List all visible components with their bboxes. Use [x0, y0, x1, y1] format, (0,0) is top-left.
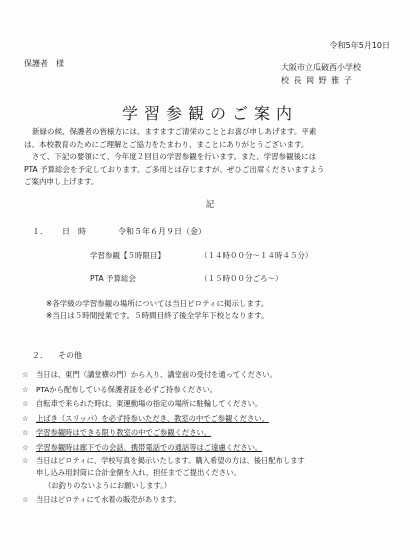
- section1-number: １．: [32, 227, 48, 236]
- section2-label: その他: [58, 351, 82, 360]
- list-item: [22, 368, 412, 383]
- section1-date: 令和５年６月９日（金）: [118, 227, 206, 236]
- sender-principal: 校 長 岡 野 雅 子: [281, 76, 353, 85]
- intro-paragraph: [24, 126, 404, 189]
- list-item-continuation: （お釣りのないようにお願いします。）: [44, 481, 172, 490]
- intro-line: PTA 予算総会を予定しております。ご多用とは存じますが、ぜひご出席くださいますよう: [24, 164, 325, 174]
- intro-line: は、本校教育のためにご理解とご協力をたまわり、まことにありがとうございます。: [24, 139, 309, 149]
- list-item-continuation: 申し込み用封筒に合計金額を入れ、担任までご提出ください。: [36, 468, 241, 477]
- star-icon: ☆: [22, 456, 29, 465]
- section2-number: ２．: [32, 351, 48, 360]
- row2-label: PTA 予算総会: [90, 274, 137, 283]
- intro-line: 新緑の候、保護者の皆様方には、ますますご清栄のこととお喜び申しあげます。平素: [32, 127, 317, 136]
- intro-line: ご案内申し上げます。: [24, 177, 99, 186]
- note-line: ※当日は５時間授業です。５時間目終了後全学年下校となります。: [46, 311, 269, 320]
- list-item: [22, 383, 412, 398]
- section2-list: [22, 368, 412, 508]
- list-item-text: PTAから配布している保護者証を必ずご持参ください。: [36, 384, 218, 394]
- section1-label: 日 時: [62, 227, 86, 236]
- list-item: [22, 397, 412, 412]
- star-icon: ☆: [22, 413, 29, 423]
- addressee: 保護者 様: [24, 59, 64, 68]
- ki-heading: 記: [205, 200, 215, 210]
- row1-time: （１４時００分～１４時４５分）: [200, 251, 313, 260]
- star-icon: ☆: [22, 384, 29, 394]
- list-item-text: 上ばき（スリッパ）を必ず持参いただき、教室の中でご参観ください。: [36, 413, 269, 423]
- list-item-text: 当日は、東門（講堂横の門）から入り、講堂前の受付を通ってください。: [36, 370, 277, 379]
- star-icon: ☆: [22, 495, 29, 504]
- list-item: [22, 493, 412, 508]
- issue-date: 令和5年5月10日: [329, 41, 390, 50]
- list-item-text: 学習参観時はできる限り教室の中でご参観ください。: [36, 428, 212, 437]
- sender-school: 大阪市立瓜破西小学校: [281, 63, 361, 72]
- list-item-text: 当日はピロティにて水着の販売があります。: [36, 495, 181, 504]
- note-line: ※各学級の学習参観の場所については当日ピロティに掲示します。: [46, 299, 269, 308]
- list-item-text: 学習参観時は廊下での会話、携帯電話での通話等はご遠慮ください。: [36, 442, 263, 452]
- list-item: [22, 412, 412, 427]
- row1-label: 学習参観【５時限目】: [90, 251, 165, 260]
- star-icon: ☆: [22, 399, 29, 408]
- list-item: [22, 426, 412, 441]
- row2-time: （１５時００分ごろ～）: [200, 274, 283, 283]
- section1-notes: [46, 298, 269, 322]
- page-title: 学習参観のご案内: [121, 104, 298, 123]
- list-item-text: 自転車で来られた時は、東運動場の指定の場所に駐輪してください。: [36, 399, 263, 408]
- star-icon: ☆: [22, 442, 29, 452]
- star-icon: ☆: [22, 370, 29, 379]
- list-item: [22, 441, 412, 456]
- list-item: [22, 455, 412, 467]
- intro-line: さて、下記の要領にて、今年度２回目の学習参観を行います。また、学習参観後には: [32, 152, 317, 161]
- list-item-text: 当日はピロティに、学校写真を掲示いたします。購入希望の方は、後日配布します: [36, 456, 305, 465]
- star-icon: ☆: [22, 428, 29, 437]
